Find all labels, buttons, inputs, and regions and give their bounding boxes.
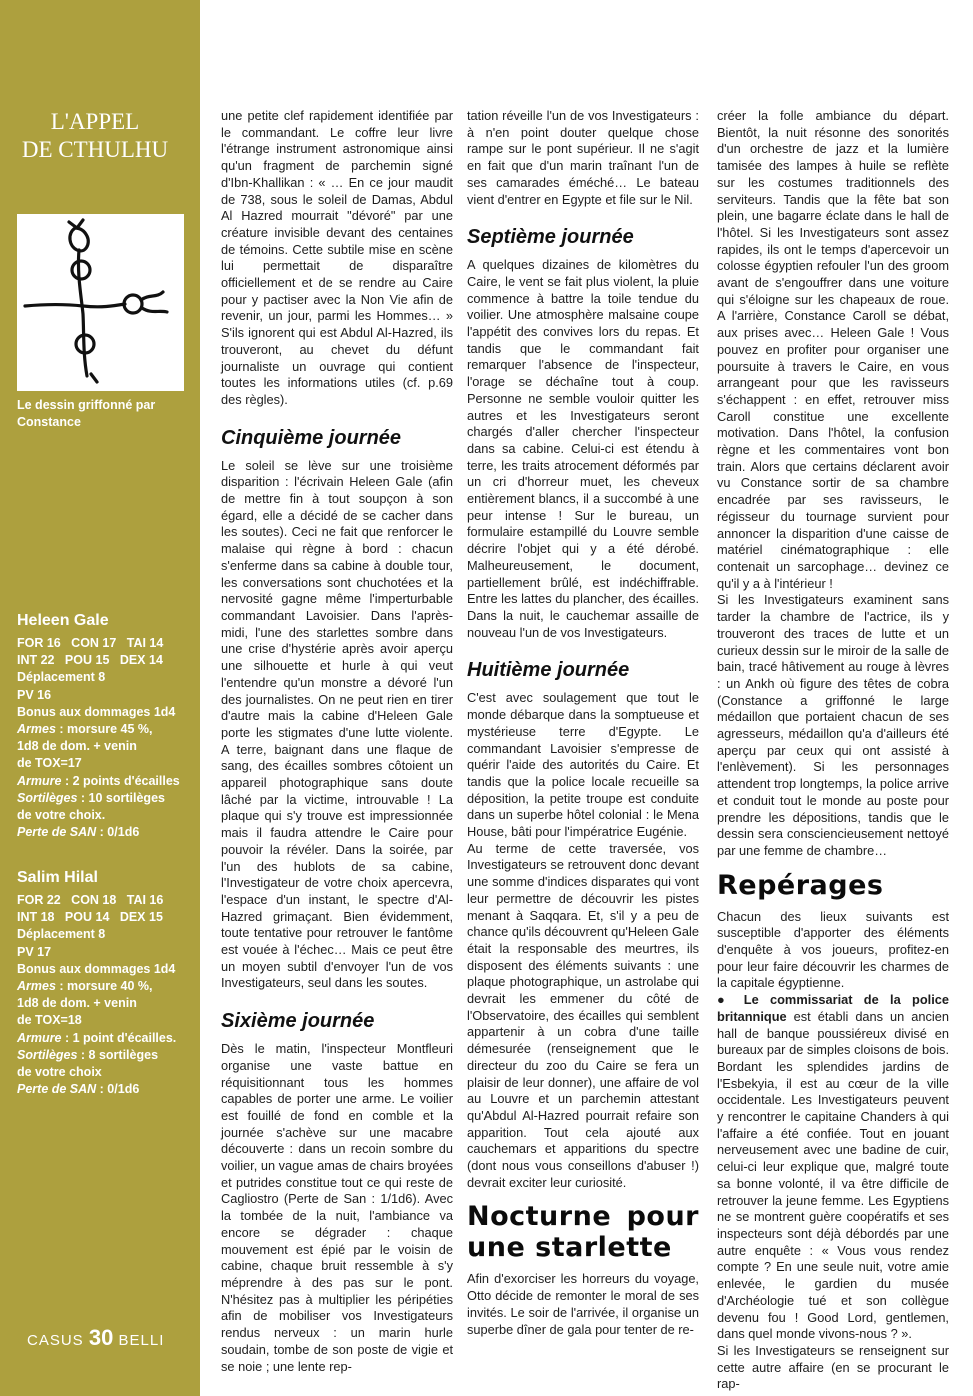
stat-line: INT 22 POU 15 DEX 14 — [17, 653, 163, 668]
section-heading-reperages: Repérages — [717, 869, 884, 901]
paragraph: créer la folle ambiance du départ. Bientôt, la nuit résonne des sonorités d'un orchestre de jazz et la lumière tamisée des lampes à huile se reflète sur les costumes traditionnels des serviteurs. Tandis que la fête bat son plein, une bagarre éclate dans le hall de l'hôtel. Si les Investigateurs sont assez rapides, ils ont le temps d'apercevoir un colosse égyptien refouler l'un des groom avant de s'engouffrer dans une voiture qui s'éloigne sur les chapeaux de roue. A l'arrière, Constance Caroll se débat, aux prises avec… Heleen Gale ! Vous pouvez en profiter pour organiser une poursuite à travers le Caire, en vous arrangeant pour que les ravisseurs s'échappent : en effet, retrouver miss Caroll constitue une excellente motivation. Dans l'hôtel, la confusion règne et les commentaires vont bon train. Alors que certains déclarent avoir vu Constance sortir de sa chambre encadrée par ses ravisseurs, le régisseur du tournage survient pour annoncer la disparition d'une caisse de matériel cinématographique : elle contenait un sarcophage… devinez ce qu'il y a à l'intérieur ! — [717, 108, 949, 591]
text-column-3 — [717, 108, 949, 1393]
character-name: Salim Hilal — [17, 869, 98, 886]
stat-line: Bonus aux dommages 1d4 — [17, 704, 176, 719]
paragraph: Le soleil se lève sur une troisième disparition : l'écrivain Heleen Gale (afin de mettre fin à tout soupçon à son égard, elle a décidé de se cacher dans les soutes). Ceci ne fait que renforcer le malaise qui règne à bord : chacun s'enferme dans sa cabine à double tour, les conversations sont chuchotées et la nervosité gagne même l'imperturbable commandant Lavoisier. Dans l'après-midi, l'une des starlettes sombre dans une crise d'hystérie après avoir aperçu une silhouette et hurle à qui veut l'entendre qu'un monstre a dévoré l'un des journalistes. On ne peut rien en tirer d'autre mais la cabine d'Heleen Gale porte les stigmates d'une lutte violente. A terre, baignant dans une flaque de sang, des écailles sombres côtoient un appareil photographique sans doute lâché par la victime, introuvable ! La plaque qui s'y trouve est impressionnée mais il faudra attendre le Caire pour pouvoir la révéler. Dans la soirée, par l'un des hublots de sa cabine, l'Investigateur de votre choix apercevra, l'espace d'un instant, le spectre d'Al-Hazred grimaçant. Bien évidemment, toute tentative pour retrouver le fantôme est vouée à l'échec… Mais ce peut être un moyen subtil d'envoyer l'un de vos Investigateurs, seul dans les soutes. — [221, 457, 453, 991]
stat-line: PV 17 — [17, 944, 52, 959]
paragraph: tation réveille l'un de vos Investigateurs : à n'en point douter quelque chose rampe sur le pont supérieur. Il ne s'agit en fait que d'un marin traînant l'un de ses camarades éméché… Le bateau vient d'entrer en Egypte et file sur le Nil. — [467, 108, 699, 207]
stat-line: Déplacement 8 — [17, 670, 106, 685]
paragraph: Si les Investigateurs examinent sans tarder la chambre de l'actrice, ils y trouveront des traces de lutte et un curieux dessin sur le miroir de la salle de bain, tracé hâtivement au rouge à lèvres : un Ankh où figure des têtes de cobra (Constance a griffonné le large médaillon que portaient chacun de ses agresseurs, médaillon qu'a d'ailleurs été aperçu par ceux qui ont assisté à l'enlèvement). Si les personnages attendent trop longtemps, la police arrive et conduit tout le monde au poste pour prendre les dépositions, tandis que le dessin sera consciencieusement nettoyé par une femme de chambre… — [717, 592, 949, 858]
paragraph: Chacun des lieux suivants est susceptible d'apporter des éléments d'enquête à vos joueurs, profitez-en pour leur faire découvrir les charmes de la capitale égyptienne. — [717, 908, 949, 991]
stat-line: de TOX=17 — [17, 756, 82, 771]
paragraph: Si les Investigateurs se renseignent sur cette autre affaire (en se procurant le rap- — [717, 1342, 949, 1392]
page-number: 30 — [88, 1325, 114, 1350]
stat-line: Armure : 1 point d'écailles. — [17, 1030, 177, 1045]
stat-line: Déplacement 8 — [17, 927, 106, 942]
text-column-1 — [221, 108, 453, 1375]
stat-line: INT 18 POU 14 DEX 15 — [17, 910, 163, 925]
paragraph: Au terme de cette traversée, vos Investigateurs se retrouvent donc devant une somme d'indices disparates qui vont leur permettre de découvrir les pistes menant à Saqqara. Et, s'il y a peu de chance qu'ils découvrent qu'Heleen Gale était la responsable des meurtres, ils disposent des éléments suivants : une plaque photographique, un astrolabe qui devrait les emmener du côté de l'Observatoire, des écailles qui semblent appartenir à un cobra d'une taille démesurée (renseignement que le directeur du zoo du Caire se fera un plaisir de leur donner), une affaire de vol au Louvre et un parchemin attestant qu'Abdul Al-Hazred pourrait refaire son apparition. Tout cela ajouté aux cauchemars et apparitions du spectre (dont nous vous conseillons d'abuser !) devrait exciter leur curiosité. — [467, 840, 699, 1190]
paragraph: Afin d'exorciser les horreurs du voyage, Otto décide de remonter le moral de ses invités. Le soir de l'arrivée, il organise un superbe dîner de gala pour tenter de re- — [467, 1271, 699, 1337]
stat-line: Armes : morsure 45 %, — [17, 722, 153, 737]
section-heading-huitieme: Huitième journée — [467, 659, 630, 682]
series-title-line1: L'APPEL — [50, 109, 140, 134]
sidebar — [0, 0, 200, 1396]
paragraph: Dès le matin, l'inspecteur Montfleuri organise une vaste battue en réquisitionnant tous les hommes capables de porter une arme. Le voilier est fouillé de fond en comble et la journée s'achève sur une macabre découverte : dans un recoin sombre du voilier, un vague amas de chairs broyées et putrides constitue tout ce qui reste de Cagliostro (Perte de San : 1/1d6). Avec la tombée de la nuit, l'ambiance va encore se dégrader : chaque mouvement est épié par le voisin de cabine, chaque bruit ressemble à s'y méprendre à des pas sur le pont. N'hésitez pas à multiplier les péripéties afin de mobiliser vos Investigateurs rendus nerveux : un marin hurle soudain, tombe de son poste de vigie et se noie ; une lente rep- — [221, 1041, 453, 1374]
bullet-lead: ● Le commissariat de la police britannique — [717, 992, 949, 1024]
paragraph: C'est avec soulagement que tout le monde débarque dans la somptueuse et mystérieuse terre d'Egypte. Le commandant Lavoisier s'empresse de quérir l'aide des autorités du Caire. Et tandis que la police locale recueille sa déposition, la petite troupe est conduite dans un superbe hôtel colonial : le Mena House, bâti pour l'impératrice Eugénie. — [467, 690, 699, 840]
magazine-name-right: BELLI — [118, 1332, 165, 1349]
statblock-heleen-gale — [17, 610, 195, 841]
stat-line: 1d8 de dom. + venin — [17, 739, 137, 754]
stat-line: 1d8 de dom. + venin — [17, 996, 137, 1011]
stat-line: PV 16 — [17, 687, 52, 702]
stat-line: Sortilèges : 10 sortilèges — [17, 790, 165, 805]
drawing-caption: Le dessin griffonné par Constance — [17, 398, 156, 429]
stat-line: de TOX=18 — [17, 1013, 82, 1028]
stat-line: FOR 22 CON 18 TAI 16 — [17, 893, 164, 907]
stat-line: de votre choix — [17, 1065, 102, 1080]
paragraph: A quelques dizaines de kilomètres du Caire, le vent se fait plus violent, la pluie commence à battre la toile tendue du voilier. Une atmosphère malsaine coupe l'appétit des convives lors du repas. Et tandis que le commandant fait remarquer l'absence de l'inspecteur, l'orage se déchaîne tout à coup. Personne ne semble vouloir quitter les autres et les Investigateurs seront chargés d'aller chercher l'inspecteur dans sa cabine. Celui-ci est étendu à terre, les traits atrocement déformés par un cri d'horreur muet, les cheveux entièrement blancs, il a succombé à une peur intense ! Sur le bureau, un formulaire estampillé du Louvre semble décrire l'objet qui y a été dérobé. Malheureusement, le document, partiellement brûlé, est indéchiffrable. Entre les lattes du plancher, des écailles. Dans la nuit, le cauchemar assaille de nouveau l'un de vos Investigateurs. — [467, 257, 699, 640]
stat-line: Bonus aux dommages 1d4 — [17, 961, 176, 976]
stat-line: Perte de SAN : 0/1d6 — [17, 825, 140, 840]
paragraph — [717, 992, 949, 1343]
ankh-cobra-sketch-icon — [17, 214, 184, 391]
section-heading-sixieme: Sixième journée — [221, 1010, 375, 1033]
ankh-drawing — [17, 214, 184, 391]
stat-line: Sortilèges : 8 sortilèges — [17, 1047, 159, 1062]
section-heading-septieme: Septième journée — [467, 226, 634, 249]
stat-line: de votre choix. — [17, 808, 106, 823]
stat-line: Armure : 2 points d'écailles — [17, 773, 180, 788]
paragraph: une petite clef rapidement identifiée par le commandant. Le coffre leur livre l'étrange instrument astronomique ainsi qu'un fragment de parchemin signé d'Ibn-Khallikan : « … En ce jour maudit de 738, sous le soleil de Damas, Abdul Al Hazred mourrait "dévoré" par une créature invisible devant des centaines de témoins. Cette subtile mise en scène lui permettait de disparaître officiellement et de se rendre au Caire pour y pactiser avec la Non Vie afin de revenir, un jour, parmi les Hommes… » S'ils ignorent qui est Abdul Al-Hazred, ils trouveront, au chevet du défunt journaliste un ouvrage qui contient toutes les informations utiles (cf. p.69 des règles). — [221, 108, 453, 407]
section-heading-nocturne: Nocturne pour une starlette — [467, 1201, 699, 1264]
statblock-salim-hilal — [17, 867, 195, 1098]
series-title-line2: DE CTHULHU — [21, 137, 169, 162]
stat-line: Armes : morsure 40 %, — [17, 979, 153, 994]
stat-line: FOR 16 CON 17 TAI 14 — [17, 636, 164, 650]
text-column-2 — [467, 108, 699, 1338]
page-footer — [27, 1325, 197, 1351]
section-heading-cinquieme: Cinquième journée — [221, 426, 402, 449]
stat-line: Perte de SAN : 0/1d6 — [17, 1082, 140, 1097]
bullet-text: est établi dans un ancien hall de banque poussiéreux divisé en bureaux par de simples cloisons de bois. Bordant les splendides jardins de l'Esbekyia, il est au cœur de la ville occidentale. Les Investigateurs peuvent y rencontrer le capitaine Chanders à qui l'affaire a été confiée. Tout en jouant nerveusement avec une badine de cuir, celui-ci leur explique que, malgré toute sa bonne volonté, il va être difficile de retrouver la jeune femme. Les Egyptiens ne se montrent guère coopératifs et ses inspecteurs sont déjà débordés par une autre enquête : « Vous vous rendez compte ? En une seule nuit, votre amie enlevée, le gardien du musée d'Archéologie tué et son collègue devenu fou ! Good Lord, gentlemen, dans quel monde vivons-nous ? ». — [717, 1008, 949, 1342]
magazine-name-left: CASUS — [27, 1332, 84, 1349]
series-title — [0, 108, 190, 164]
character-name: Heleen Gale — [17, 612, 109, 629]
